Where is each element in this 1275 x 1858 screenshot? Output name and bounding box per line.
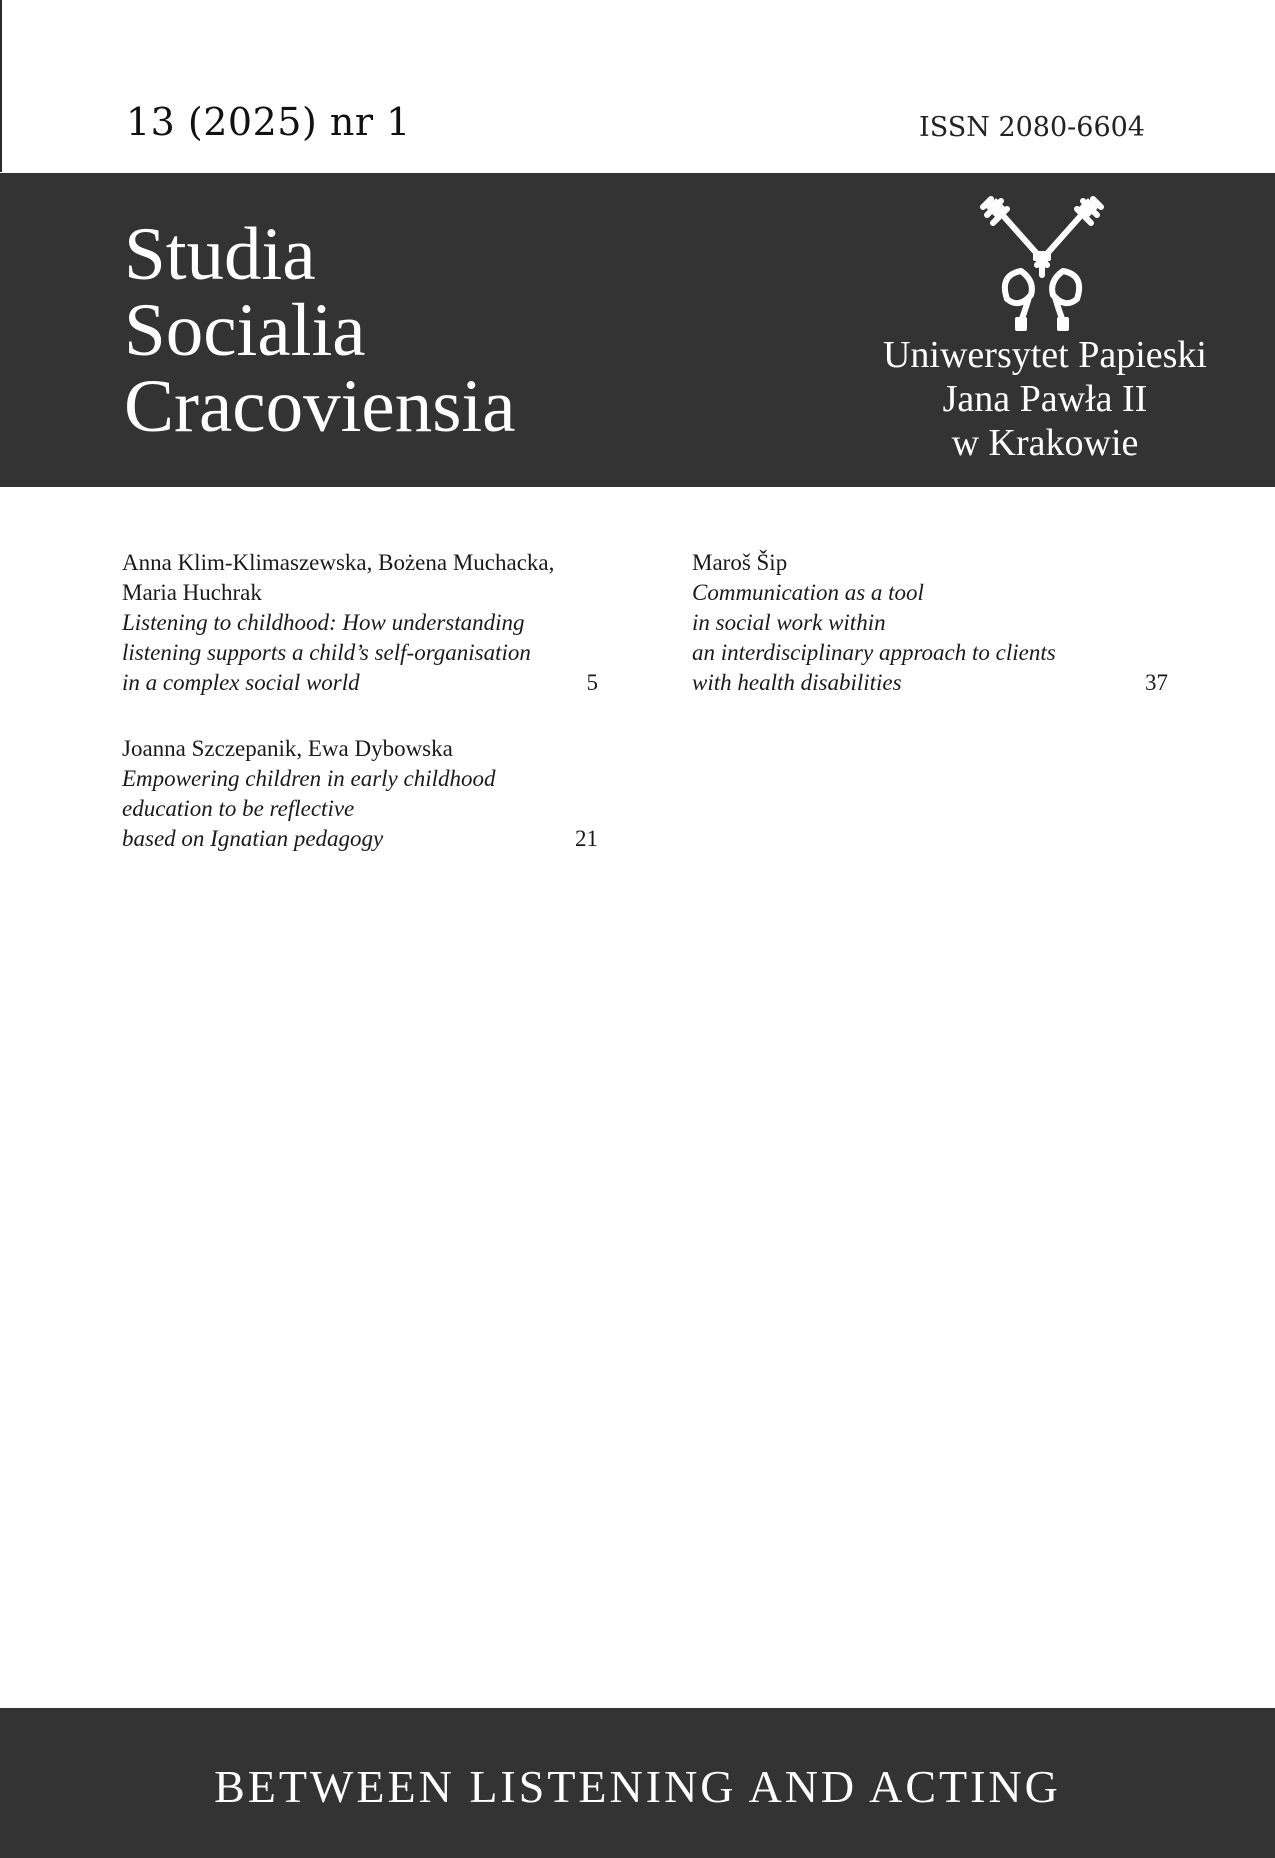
entry-authors xyxy=(692,548,1168,578)
author-line: Maroš Šip xyxy=(692,550,788,575)
entry-title xyxy=(692,578,1168,698)
title-line: with health disabilities xyxy=(692,670,902,695)
toc-entry[interactable] xyxy=(122,548,598,698)
author-line: Maria Huchrak xyxy=(122,580,262,605)
title-line: based on Ignatian pedagogy xyxy=(122,826,384,851)
title-line: Communication as a tool xyxy=(692,580,924,605)
crossed-keys-icon xyxy=(977,193,1107,333)
title-line: education to be reflective xyxy=(122,796,355,821)
publisher-line: Uniwersytet Papieski xyxy=(882,334,1207,376)
entry-title xyxy=(122,608,598,698)
toc-entry[interactable] xyxy=(692,548,1168,698)
entry-page-number: 5 xyxy=(586,670,598,695)
title-line: Empowering children in early childhood xyxy=(122,766,496,791)
title-line: Listening to childhood: How understanding xyxy=(122,610,525,635)
entry-page-number: 37 xyxy=(1145,670,1168,695)
publisher-line: Jana Pawła II xyxy=(942,378,1148,420)
journal-title-line: Cracoviensia xyxy=(124,365,516,448)
issue-theme: BETWEEN LISTENING AND ACTING xyxy=(214,1761,1061,1812)
entry-title xyxy=(122,764,598,854)
masthead-band xyxy=(0,173,1275,487)
publisher-line: w Krakowie xyxy=(951,422,1139,464)
issue-number: 13 (2025) nr 1 xyxy=(126,100,411,144)
title-line: in social work within xyxy=(692,610,886,635)
author-line: Joanna Szczepanik, Ewa Dybowska xyxy=(122,736,453,761)
theme-band xyxy=(0,1708,1275,1858)
author-line: Anna Klim-Klimaszewska, Bożena Muchacka, xyxy=(122,550,555,575)
left-edge-rule xyxy=(0,0,2,172)
title-line: listening supports a child’s self-organisation xyxy=(122,640,531,665)
entry-authors xyxy=(122,734,598,764)
toc-entry[interactable] xyxy=(122,734,598,854)
journal-title-line: Socialia xyxy=(124,289,366,372)
title-line: an interdisciplinary approach to clients xyxy=(692,640,1056,665)
publisher-name xyxy=(860,333,1230,465)
toc-column-right xyxy=(692,548,1168,734)
journal-title xyxy=(124,213,516,448)
title-line: in a complex social world xyxy=(122,670,360,695)
entry-page-number: 21 xyxy=(575,826,598,851)
issn-label: ISSN 2080-6604 xyxy=(919,112,1145,143)
entry-authors xyxy=(122,548,598,608)
toc-column-left xyxy=(122,548,598,890)
journal-title-line: Studia xyxy=(124,213,316,296)
